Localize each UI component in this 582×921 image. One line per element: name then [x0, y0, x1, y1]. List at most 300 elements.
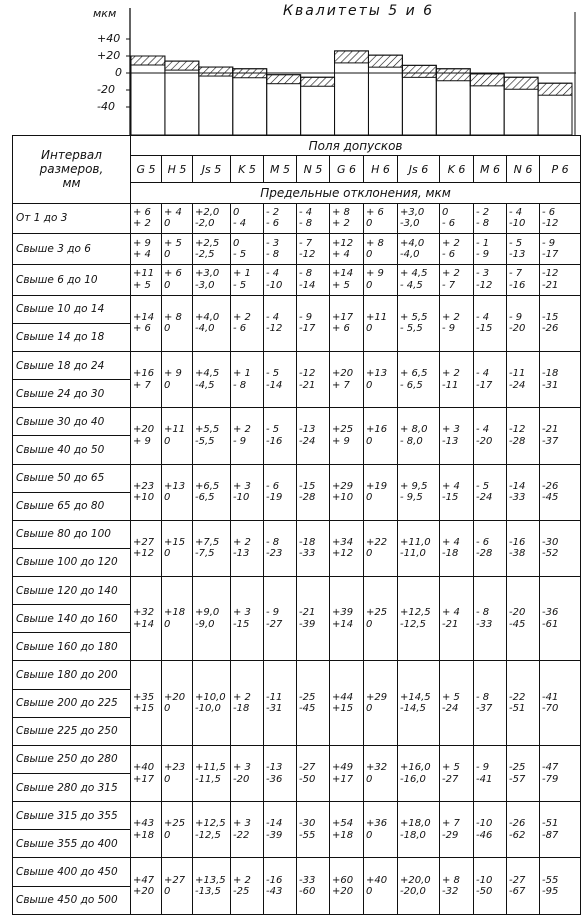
upper-deviation: +60 — [332, 874, 354, 886]
upper-deviation: +40 — [133, 762, 155, 774]
deviation-cell — [264, 408, 297, 464]
lower-deviation: -46 — [476, 829, 493, 841]
deviation-cell — [364, 577, 398, 661]
lower-deviation: +15 — [133, 703, 155, 715]
deviation-cell — [540, 520, 581, 576]
lower-deviation: 0 — [366, 435, 373, 447]
lower-deviation: + 6 — [133, 323, 151, 335]
upper-deviation: + 3 — [233, 818, 251, 830]
upper-deviation: - 6 — [542, 206, 556, 218]
deviation-cell — [162, 858, 193, 915]
lower-deviation: -18,0 — [400, 829, 426, 841]
deviation-cell — [440, 520, 474, 576]
upper-deviation: - 9 — [299, 311, 313, 323]
upper-deviation: + 8,0 — [400, 424, 428, 436]
deviation-cell — [364, 234, 398, 265]
lower-deviation: -7,5 — [195, 548, 215, 560]
deviation-cell — [440, 464, 474, 520]
upper-deviation: + 3 — [233, 762, 251, 774]
lower-deviation: 0 — [164, 618, 171, 630]
lower-deviation: -51 — [509, 703, 526, 715]
lower-deviation: -22 — [233, 829, 250, 841]
upper-deviation: - 6 — [266, 480, 280, 492]
upper-deviation: + 5 — [164, 237, 182, 249]
lower-deviation: + 5 — [133, 279, 151, 291]
lower-deviation: - 8 — [476, 218, 490, 230]
deviation-cell — [507, 858, 540, 915]
lower-deviation: -13 — [442, 435, 459, 447]
upper-deviation: -16 — [509, 536, 526, 548]
deviation-cell — [330, 408, 364, 464]
deviation-cell — [131, 203, 162, 234]
deviation-cell — [398, 464, 440, 520]
deviation-cell — [231, 745, 264, 801]
lower-deviation: -29 — [442, 829, 459, 841]
interval-header — [13, 136, 131, 204]
lower-deviation: -17 — [542, 249, 559, 261]
upper-deviation: + 4,5 — [400, 268, 428, 280]
deviation-cell — [507, 745, 540, 801]
deviation-cell — [162, 408, 193, 464]
bar-zone — [538, 83, 572, 95]
deviation-cell — [398, 234, 440, 265]
lower-deviation: -3,0 — [400, 218, 420, 230]
lower-deviation: - 9 — [233, 435, 247, 447]
upper-deviation: +2,5 — [195, 237, 220, 249]
upper-deviation: +3,0 — [400, 206, 425, 218]
deviation-cell — [131, 295, 162, 351]
deviation-cell — [364, 661, 398, 745]
upper-deviation: +34 — [332, 536, 354, 548]
lower-deviation: -67 — [509, 886, 526, 898]
upper-deviation: 0 — [233, 206, 240, 218]
lower-deviation: -11,0 — [400, 548, 426, 560]
lower-deviation: 0 — [366, 886, 373, 898]
deviation-cell — [162, 577, 193, 661]
size-interval-label: Свыше 450 до 500 — [13, 886, 131, 914]
upper-deviation: - 5 — [266, 368, 280, 380]
lower-deviation: 0 — [164, 379, 171, 391]
upper-deviation: - 4 — [266, 268, 280, 280]
deviation-cell — [364, 203, 398, 234]
size-interval-label: Свыше 40 до 50 — [13, 436, 131, 464]
lower-deviation: -33 — [299, 548, 316, 560]
upper-deviation: +4,0 — [195, 311, 220, 323]
lower-deviation: -13 — [509, 249, 526, 261]
deviation-cell — [540, 577, 581, 661]
lower-deviation: +15 — [332, 703, 354, 715]
deviation-cell — [297, 858, 330, 915]
upper-deviation: - 7 — [509, 268, 523, 280]
lower-deviation: -13,5 — [195, 886, 221, 898]
deviation-cell — [231, 802, 264, 858]
y-tick-label: 0 — [115, 66, 122, 79]
lower-deviation: -28 — [476, 548, 493, 560]
upper-deviation: +49 — [332, 762, 354, 774]
upper-deviation: - 4 — [476, 311, 490, 323]
deviation-cell — [364, 264, 398, 295]
bar-zone — [301, 77, 335, 86]
upper-deviation: - 8 — [299, 268, 313, 280]
lower-deviation: - 8 — [299, 218, 313, 230]
deviation-cell — [162, 203, 193, 234]
lower-deviation: + 7 — [133, 379, 151, 391]
lower-deviation: -4,0 — [195, 323, 215, 335]
upper-deviation: -25 — [509, 762, 526, 774]
deviation-cell — [398, 264, 440, 295]
upper-deviation: - 4 — [476, 368, 490, 380]
lower-deviation: - 4 — [233, 218, 247, 230]
upper-deviation: +20,0 — [400, 874, 431, 886]
column-header: Js 6 — [398, 156, 440, 183]
upper-deviation: + 3 — [233, 607, 251, 619]
deviation-cell — [264, 745, 297, 801]
lower-deviation: 0 — [164, 773, 171, 785]
lower-deviation: -31 — [542, 379, 559, 391]
upper-deviation: - 9 — [266, 607, 280, 619]
lower-deviation: - 6 — [442, 218, 456, 230]
deviation-cell — [364, 802, 398, 858]
upper-deviation: -21 — [542, 424, 559, 436]
size-interval-label: Свыше 355 до 400 — [13, 830, 131, 858]
upper-deviation: + 2 — [442, 237, 460, 249]
deviation-cell — [264, 234, 297, 265]
column-header: Js 5 — [193, 156, 231, 183]
upper-deviation: - 5 — [509, 237, 523, 249]
upper-deviation: -12 — [509, 424, 526, 436]
lower-deviation: -33 — [476, 618, 493, 630]
deviation-cell — [540, 203, 581, 234]
lower-deviation: 0 — [366, 829, 373, 841]
upper-deviation: +4,0 — [400, 237, 425, 249]
size-interval-label: Свыше 6 до 10 — [13, 264, 131, 295]
deviation-cell — [264, 351, 297, 407]
upper-deviation: +27 — [164, 874, 186, 886]
deviation-cell — [474, 577, 507, 661]
y-tick-label: -20 — [97, 83, 115, 96]
upper-deviation: +32 — [366, 762, 388, 774]
size-interval-label: Свыше 3 до 6 — [13, 234, 131, 265]
upper-deviation: +40 — [366, 874, 388, 886]
size-interval-label: Свыше 65 до 80 — [13, 492, 131, 520]
chart-title: Квалитеты 5 и 6 — [283, 3, 435, 19]
lower-deviation: +18 — [133, 829, 155, 841]
upper-deviation: 0 — [442, 206, 449, 218]
deviation-cell — [540, 408, 581, 464]
deviation-cell — [193, 351, 231, 407]
deviation-cell — [131, 802, 162, 858]
deviation-cell — [330, 351, 364, 407]
lower-deviation: -9,0 — [195, 618, 215, 630]
upper-deviation: -33 — [299, 874, 316, 886]
lower-deviation: -12 — [476, 279, 493, 291]
lower-deviation: -24 — [476, 492, 493, 504]
deviation-cell — [193, 264, 231, 295]
upper-deviation: -41 — [542, 691, 559, 703]
lower-deviation: -12 — [299, 249, 316, 261]
upper-deviation: -13 — [266, 762, 283, 774]
lower-deviation: -20,0 — [400, 886, 426, 898]
lower-deviation: -10 — [233, 492, 250, 504]
upper-deviation: - 4 — [509, 206, 523, 218]
deviation-cell — [330, 464, 364, 520]
lower-deviation: -70 — [542, 703, 559, 715]
lower-deviation: -17 — [299, 323, 316, 335]
lower-deviation: -61 — [542, 618, 559, 630]
deviation-cell — [507, 351, 540, 407]
lower-deviation: -38 — [509, 548, 526, 560]
deviation-cell — [264, 203, 297, 234]
deviation-cell — [231, 858, 264, 915]
upper-deviation: +15 — [164, 536, 186, 548]
upper-deviation: -10 — [476, 874, 493, 886]
upper-deviation: + 6 — [366, 206, 384, 218]
deviation-cell — [297, 295, 330, 351]
upper-deviation: -36 — [542, 607, 559, 619]
bar-zone — [470, 74, 504, 86]
deviation-cell — [540, 295, 581, 351]
lower-deviation: 0 — [164, 829, 171, 841]
deviation-cell — [131, 661, 162, 745]
deviation-cell — [131, 464, 162, 520]
upper-deviation: +32 — [133, 607, 155, 619]
upper-deviation: + 3 — [442, 424, 460, 436]
size-interval-label: Свыше 225 до 250 — [13, 717, 131, 745]
upper-deviation: - 5 — [266, 424, 280, 436]
deviation-cell — [131, 351, 162, 407]
deviation-cell — [507, 234, 540, 265]
lower-deviation: 0 — [366, 249, 373, 261]
lower-deviation: -28 — [299, 492, 316, 504]
deviations-header: Предельные отклонения, мкм — [131, 183, 581, 203]
lower-deviation: +12 — [332, 548, 354, 560]
deviation-cell — [231, 351, 264, 407]
upper-deviation: +20 — [164, 691, 186, 703]
lower-deviation: -21 — [542, 279, 559, 291]
deviation-cell — [540, 351, 581, 407]
deviation-cell — [474, 264, 507, 295]
deviation-cell — [162, 802, 193, 858]
deviation-cell — [297, 234, 330, 265]
upper-deviation: -51 — [542, 818, 559, 830]
deviation-cell — [193, 520, 231, 576]
upper-deviation: -13 — [299, 424, 316, 436]
size-interval-label: Свыше 10 до 14 — [13, 295, 131, 323]
upper-deviation: -25 — [299, 691, 316, 703]
upper-deviation: +16 — [366, 424, 388, 436]
deviation-cell — [540, 745, 581, 801]
upper-deviation: 0 — [233, 237, 240, 249]
lower-deviation: -6,5 — [195, 492, 215, 504]
y-tick-label: +40 — [97, 32, 121, 45]
upper-deviation: +23 — [133, 480, 155, 492]
upper-deviation: +25 — [164, 818, 186, 830]
interval-header-line: размеров, — [39, 162, 104, 177]
bar-body — [165, 61, 199, 135]
upper-deviation: -22 — [509, 691, 526, 703]
lower-deviation: -95 — [542, 886, 559, 898]
upper-deviation: +12,5 — [400, 607, 431, 619]
lower-deviation: 0 — [164, 703, 171, 715]
lower-deviation: 0 — [366, 548, 373, 560]
lower-deviation: 0 — [164, 249, 171, 261]
lower-deviation: - 6,5 — [400, 379, 423, 391]
upper-deviation: - 4 — [476, 424, 490, 436]
lower-deviation: + 7 — [332, 379, 350, 391]
upper-deviation: -27 — [299, 762, 316, 774]
upper-deviation: +3,0 — [195, 268, 220, 280]
upper-deviation: + 8 — [442, 874, 460, 886]
lower-deviation: -16,0 — [400, 773, 426, 785]
deviation-cell — [398, 577, 440, 661]
deviation-cell — [330, 802, 364, 858]
lower-deviation: -4,0 — [400, 249, 420, 261]
deviation-cell — [193, 802, 231, 858]
upper-deviation: +16 — [133, 368, 155, 380]
size-interval-label: Свыше 315 до 355 — [13, 802, 131, 830]
lower-deviation: -12 — [266, 323, 283, 335]
size-interval-label: Свыше 80 до 100 — [13, 520, 131, 548]
deviation-cell — [264, 464, 297, 520]
upper-deviation: -15 — [542, 311, 559, 323]
upper-deviation: -16 — [266, 874, 283, 886]
deviation-cell — [131, 745, 162, 801]
upper-deviation: +13,5 — [195, 874, 226, 886]
upper-deviation: - 1 — [476, 237, 490, 249]
lower-deviation: +17 — [332, 773, 354, 785]
lower-deviation: +20 — [133, 886, 155, 898]
lower-deviation: 0 — [164, 435, 171, 447]
column-header: P 6 — [540, 156, 581, 183]
size-interval-label: Свыше 250 до 280 — [13, 745, 131, 773]
lower-deviation: -39 — [266, 829, 283, 841]
lower-deviation: + 2 — [332, 218, 350, 230]
lower-deviation: -15 — [442, 492, 459, 504]
column-header: G 5 — [131, 156, 162, 183]
interval-header-line: мм — [62, 176, 81, 191]
deviation-cell — [398, 745, 440, 801]
deviation-cell — [231, 264, 264, 295]
deviation-cell — [297, 351, 330, 407]
deviation-cell — [474, 203, 507, 234]
lower-deviation: + 6 — [332, 323, 350, 335]
deviation-cell — [231, 234, 264, 265]
lower-deviation: -27 — [442, 773, 459, 785]
upper-deviation: + 3 — [233, 480, 251, 492]
upper-deviation: -26 — [542, 480, 559, 492]
size-interval-label: Свыше 30 до 40 — [13, 408, 131, 436]
deviation-cell — [540, 802, 581, 858]
lower-deviation: -20 — [476, 435, 493, 447]
upper-deviation: -20 — [509, 607, 526, 619]
lower-deviation: -16 — [509, 279, 526, 291]
deviation-cell — [440, 745, 474, 801]
deviation-cell — [440, 802, 474, 858]
upper-deviation: + 6 — [133, 206, 151, 218]
deviation-cell — [540, 464, 581, 520]
deviation-cell — [231, 577, 264, 661]
lower-deviation: -27 — [266, 618, 283, 630]
deviation-cell — [264, 577, 297, 661]
deviation-cell — [398, 295, 440, 351]
lower-deviation: - 8 — [233, 379, 247, 391]
upper-deviation: +20 — [133, 424, 155, 436]
upper-deviation: +29 — [332, 480, 354, 492]
upper-deviation: +18,0 — [400, 818, 431, 830]
upper-deviation: - 8 — [476, 607, 490, 619]
upper-deviation: - 9 — [542, 237, 556, 249]
deviation-cell — [440, 858, 474, 915]
upper-deviation: +7,5 — [195, 536, 220, 548]
lower-deviation: -20 — [233, 773, 250, 785]
lower-deviation: +17 — [133, 773, 155, 785]
deviation-cell — [330, 234, 364, 265]
upper-deviation: -30 — [542, 536, 559, 548]
lower-deviation: -24 — [509, 379, 526, 391]
upper-deviation: -14 — [509, 480, 526, 492]
size-interval-label: Свыше 18 до 24 — [13, 351, 131, 379]
deviation-cell — [162, 661, 193, 745]
upper-deviation: - 3 — [266, 237, 280, 249]
column-header: K 6 — [440, 156, 474, 183]
deviation-cell — [474, 661, 507, 745]
lower-deviation: -45 — [299, 703, 316, 715]
upper-deviation: +10,0 — [195, 691, 226, 703]
bar-zone — [504, 77, 538, 89]
deviation-cell — [440, 661, 474, 745]
upper-deviation: +2,0 — [195, 206, 220, 218]
upper-deviation: +12,5 — [195, 818, 226, 830]
lower-deviation: -5,5 — [195, 435, 215, 447]
deviation-cell — [330, 264, 364, 295]
upper-deviation: +13 — [366, 368, 388, 380]
upper-deviation: + 1 — [233, 268, 251, 280]
lower-deviation: -20 — [509, 323, 526, 335]
upper-deviation: +9,0 — [195, 607, 220, 619]
upper-deviation: +4,5 — [195, 368, 220, 380]
deviation-cell — [264, 858, 297, 915]
lower-deviation: - 9 — [476, 249, 490, 261]
upper-deviation: -10 — [476, 818, 493, 830]
upper-deviation: + 6,5 — [400, 368, 428, 380]
lower-deviation: - 9 — [442, 323, 456, 335]
upper-deviation: + 2 — [233, 536, 251, 548]
upper-deviation: - 2 — [266, 206, 280, 218]
interval-header-line: Интервал — [41, 148, 102, 163]
upper-deviation: + 9 — [366, 268, 384, 280]
lower-deviation: -15 — [476, 323, 493, 335]
lower-deviation: -14 — [299, 279, 316, 291]
lower-deviation: -18 — [442, 548, 459, 560]
upper-deviation: + 8 — [366, 237, 384, 249]
deviation-cell — [364, 464, 398, 520]
lower-deviation: 0 — [366, 703, 373, 715]
lower-deviation: -4,5 — [195, 379, 215, 391]
deviation-cell — [398, 351, 440, 407]
lower-deviation: -19 — [266, 492, 283, 504]
bar-body — [131, 56, 165, 135]
upper-deviation: + 2 — [233, 691, 251, 703]
upper-deviation: +13 — [164, 480, 186, 492]
deviation-cell — [264, 295, 297, 351]
deviation-cell — [364, 295, 398, 351]
deviation-cell — [474, 858, 507, 915]
deviation-cell — [398, 520, 440, 576]
column-header: H 6 — [364, 156, 398, 183]
upper-deviation: -18 — [542, 368, 559, 380]
deviation-cell — [474, 234, 507, 265]
upper-deviation: -14 — [266, 818, 283, 830]
